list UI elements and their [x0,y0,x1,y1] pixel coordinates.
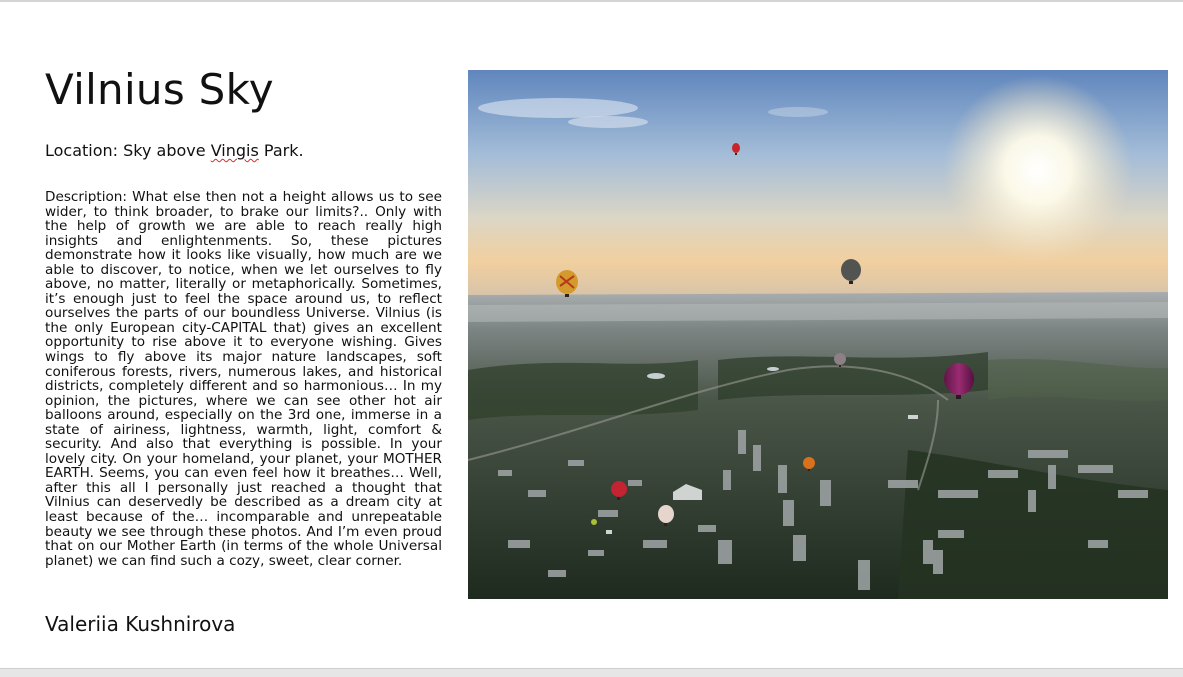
location-prefix: Location: Sky above [45,141,211,160]
vilnius-sky-photo[interactable] [468,70,1168,599]
slide-top-border [0,0,1183,2]
author-name[interactable]: Valeriia Kushnirova [45,612,236,636]
location-place-misspelled: Vingis [210,141,259,160]
location-line[interactable] [45,140,304,162]
slide-title[interactable]: Vilnius Sky [45,65,274,114]
location-suffix: Park. [258,141,304,160]
description-text[interactable]: Description: What else then not a height allows us to see wider, to think broader, to brake our limits?.. Only with the help of growth we are able to reach really high insights and enlightenments. So, these pictures demonstrate how it looks like visually, how much are we able to discover, to notice, when we let ourselves to fly above, no matter, literally or metaphorically. Sometimes, it’s enough just to feel the space around us, to reflect ourselves the parts of our boundless Universe. Vilnius (is the only European city-CAPITAL that) gives an excellent opportunity to rise above it to everyone wishing. Gives wings to fly above its major nature landscapes, soft coniferous forests, rivers, numerous lakes, and historical districts, completely different and so harmonious… In my opinion, the pictures, where we can see other hot air balloons around, especially on the 3rd one, immerse in a state of airiness, lightness, warmth, light, comfort & security. And also that everything is possible. In your lovely city. On your homeland, your planet, your MOTHER EARTH. Seems, you can even feel how it breathes… Well, after this all I personally just reached a thought that Vilnius can deservedly be described as a dream city at least because of the… incomparable and unrepeatable beauty we see through these photos. And I’m even proud that on our Mother Earth (in terms of the whole Universal planet) we can find such a cozy, sweet, clear corner. [45,189,442,569]
